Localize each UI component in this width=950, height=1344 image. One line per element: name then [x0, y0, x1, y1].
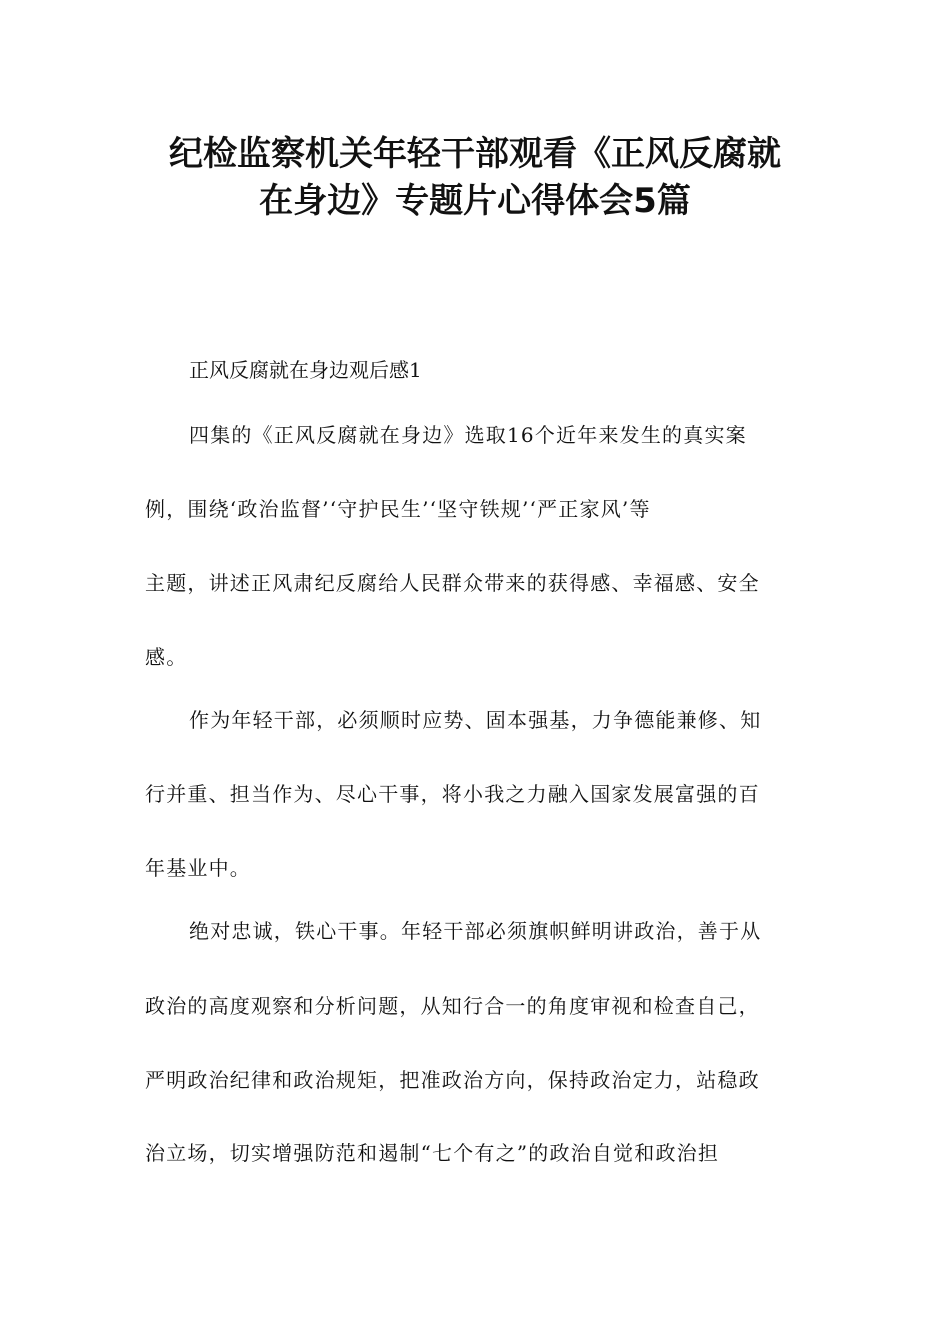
- paragraph-line: 政治的高度观察和分析问题，从知行合一的角度审视和检查自己，: [145, 994, 760, 1018]
- paragraph-line: 严明政治纪律和政治规矩，把准政治方向，保持政治定力，站稳政: [145, 1068, 760, 1092]
- paragraph-line: 主题，讲述正风肃纪反腐给人民群众带来的获得感、幸福感、安全: [145, 571, 760, 595]
- paragraph-line: 行并重、担当作为、尽心干事，将小我之力融入国家发展富强的百: [145, 782, 760, 806]
- paragraph-line: 治立场，切实增强防范和遏制“七个有之”的政治自觉和政治担: [145, 1141, 720, 1165]
- paragraph-line: 四集的《正风反腐就在身边》选取16个近年来发生的真实案: [189, 423, 747, 447]
- paragraph-line: 例，围绕‘政治监督’‘守护民生’‘坚守铁规’‘严正家风’等: [145, 497, 651, 521]
- paragraph-line: 感。: [145, 645, 188, 669]
- document-title-line-2: 在身边》专题片心得体会5篇: [259, 181, 691, 221]
- paragraph-line: 作为年轻干部，必须顺时应势、固本强基，力争德能兼修、知: [189, 708, 762, 732]
- paragraph-line: 绝对忠诚，铁心干事。年轻干部必须旗帜鲜明讲政治，善于从: [189, 919, 762, 943]
- section-heading: 正风反腐就在身边观后感1: [189, 358, 422, 382]
- document-title-line-1: 纪检监察机关年轻干部观看《正风反腐就: [169, 134, 781, 174]
- paragraph-line: 年基业中。: [145, 856, 251, 880]
